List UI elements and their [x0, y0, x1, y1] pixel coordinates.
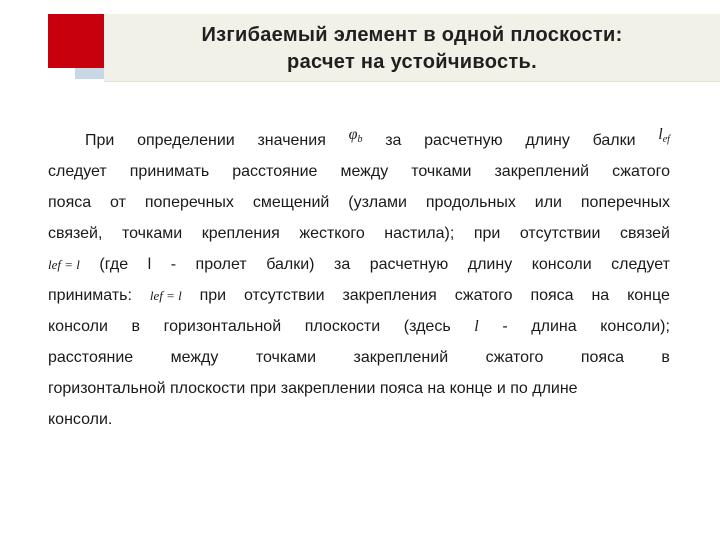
word: жесткого [299, 225, 365, 242]
word: продольных [425, 194, 516, 211]
word: за [385, 132, 402, 149]
word: l [147, 256, 152, 273]
paragraph-line-6 [48, 283, 670, 314]
word: (узлами [348, 194, 407, 211]
word: отсутствии [519, 225, 601, 242]
word: крепления [201, 225, 280, 242]
slide-title [104, 14, 720, 76]
word: горизонтальной [163, 318, 282, 335]
l-variable: l [474, 318, 479, 335]
phi-b-formula: $\varphi_b$ [348, 126, 363, 145]
lef-equals-l-formula: lef = l [149, 288, 182, 303]
word: закрепления [342, 287, 437, 304]
word: расчетную [369, 256, 449, 273]
line-text: горизонтальной плоскости при закреплении пояса на конце и по длине [48, 380, 578, 397]
word: - [502, 318, 508, 335]
paragraph-line-5 [48, 252, 670, 283]
word: сжатого [612, 163, 670, 180]
word: смещений [252, 194, 330, 211]
lef-equals-l-formula: lef = l [48, 257, 80, 272]
word: на [591, 287, 610, 304]
word: связей, [48, 225, 103, 242]
word: длину [467, 256, 513, 273]
word: консоли [48, 318, 108, 335]
word: значения [257, 132, 326, 149]
word: от [110, 194, 126, 211]
word: поперечных [580, 194, 670, 211]
word: отсутствии [244, 287, 325, 304]
word: точками [255, 349, 317, 366]
paragraph-line-2 [48, 159, 670, 190]
word: связей [619, 225, 670, 242]
decor-red-block [48, 14, 104, 68]
word: в [661, 349, 670, 366]
word: определении [137, 132, 235, 149]
word: закреплений [494, 163, 590, 180]
word: поперечных [144, 194, 234, 211]
word: (где [99, 256, 129, 273]
paragraph-line-1 [48, 128, 670, 159]
l-ef-formula: $l_{ef}$ [658, 126, 670, 145]
word: пояса [580, 349, 624, 366]
paragraph-line-3 [48, 190, 670, 221]
word: между [340, 163, 389, 180]
word: При [85, 132, 115, 149]
word: расстояние [232, 163, 318, 180]
word: плоскости [304, 318, 381, 335]
title-line-2: расчет на устойчивость. [287, 51, 537, 73]
word: точками [121, 225, 183, 242]
word: пояса [530, 287, 574, 304]
word: или [534, 194, 562, 211]
word: при [199, 287, 227, 304]
word: настила); [384, 225, 455, 242]
word: пролет [195, 256, 247, 273]
word: принимать: [48, 287, 132, 304]
word: при [473, 225, 501, 242]
word: балки) [266, 256, 315, 273]
paragraph-line-4 [48, 221, 670, 252]
word: - [170, 256, 177, 273]
word: в [131, 318, 141, 335]
word: консоли); [600, 318, 670, 335]
word: пояса [48, 194, 92, 211]
word: сжатого [454, 287, 513, 304]
word: следует [48, 163, 107, 180]
word: принимать [129, 163, 210, 180]
word: расстояние [48, 349, 134, 366]
paragraph-line-10 [48, 407, 670, 438]
word: конце [627, 287, 670, 304]
paragraph-line-7 [48, 314, 670, 345]
word: за [334, 256, 351, 273]
word: между [170, 349, 219, 366]
word: консоли [531, 256, 592, 273]
line-text: консоли. [48, 411, 113, 428]
paragraph-line-9 [48, 376, 670, 407]
word: закреплений [353, 349, 449, 366]
word: точками [411, 163, 472, 180]
word: длину [525, 132, 570, 149]
word: длина [531, 318, 577, 335]
title-band [104, 14, 720, 82]
word: следует [611, 256, 670, 273]
body-paragraph [48, 128, 670, 438]
paragraph-line-8 [48, 345, 670, 376]
word: расчетную [424, 132, 503, 149]
title-line-1: Изгибаемый элемент в одной плоскости: [201, 24, 623, 46]
word: балки [592, 132, 636, 149]
word: (здесь [403, 318, 451, 335]
word: сжатого [485, 349, 544, 366]
